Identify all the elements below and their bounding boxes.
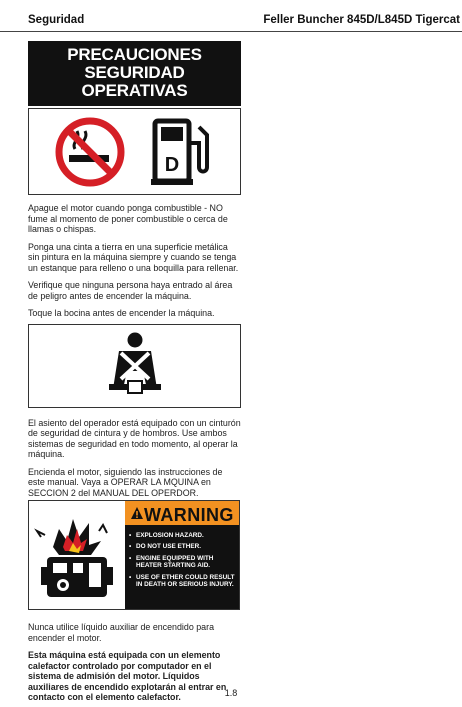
paragraph: Ponga una cinta a tierra en una superficie metálica sin pintura en la máquina siempre y cuando se tenga un estanque para relleno o una boquilla para rellenar. xyxy=(28,241,239,273)
banner-line-1: PRECAUCIONES xyxy=(67,45,202,64)
seatbelt-image xyxy=(28,324,241,408)
paragraph: Toque la bocina antes de encender la máquina. xyxy=(28,308,215,318)
section-title: Seguridad xyxy=(28,14,85,26)
fuel-instructions xyxy=(28,203,241,319)
diesel-fuel-pump-icon xyxy=(151,117,213,187)
paragraph: Nunca utilice líquido auxiliar de encendido para encender el motor. xyxy=(28,622,215,643)
seatbelt-icon xyxy=(107,331,163,403)
fuel-letter: D xyxy=(164,154,180,176)
manual-title: Feller Buncher 845D/L845D Tigercat xyxy=(263,14,460,26)
warning-item: • EXPLOSION HAZARD. xyxy=(129,532,239,539)
page-header xyxy=(0,0,462,32)
left-column xyxy=(28,41,241,703)
precautions-banner xyxy=(28,41,241,106)
paragraph: El asiento del operador está equipado con un cinturón de seguridad de cintura y de hombros. Use ambos sistemas de seguridad en todo momento, al operar la máquina. xyxy=(28,417,241,459)
engine-explosion-icon xyxy=(29,501,125,610)
no-smoking-icon xyxy=(55,117,125,187)
no-smoking-fuel-image xyxy=(28,108,241,195)
banner-line-2: SEGURIDAD OPERATIVAS xyxy=(81,63,188,100)
warning-item: • ENGINE EQUIPPED WITH HEATER STARTING AID. xyxy=(129,555,239,570)
engine-explosion-image xyxy=(29,501,125,610)
warning-item: • USE OF ETHER COULD RESULT IN DEATH OR SERIOUS INJURY. xyxy=(129,574,239,589)
paragraph: Encienda el motor, siguiendo las instrucciones de este manual. Vaya a OPERAR LA MQUINA en SECCION 2 del MANUAL DEL OPERDOR. xyxy=(28,466,223,498)
paragraph-bold: Esta máquina está equipada con un elemento calefactor controlado por computador en el sistema de admisión del motor. Líquidos auxiliares de encendido explotarán al entrar en contacto con el elemento calefactor. xyxy=(28,650,227,702)
paragraph: Apague el motor cuando ponga combustible - NO fume al momento de poner combustible o cerca de llamas o chispas. xyxy=(28,203,228,234)
page-number: 1.8 xyxy=(224,688,238,698)
ether-warning-label xyxy=(28,500,240,610)
seatbelt-instructions xyxy=(28,418,241,499)
warning-header xyxy=(125,501,240,527)
paragraph: Verifique que ninguna persona haya entrado al área de peligro antes de encender la máquina. xyxy=(28,280,233,301)
warning-item: • DO NOT USE ETHER. xyxy=(129,543,239,550)
warning-title: WARNING xyxy=(144,505,234,525)
warning-items xyxy=(129,532,239,592)
warning-triangle-icon xyxy=(130,506,144,520)
